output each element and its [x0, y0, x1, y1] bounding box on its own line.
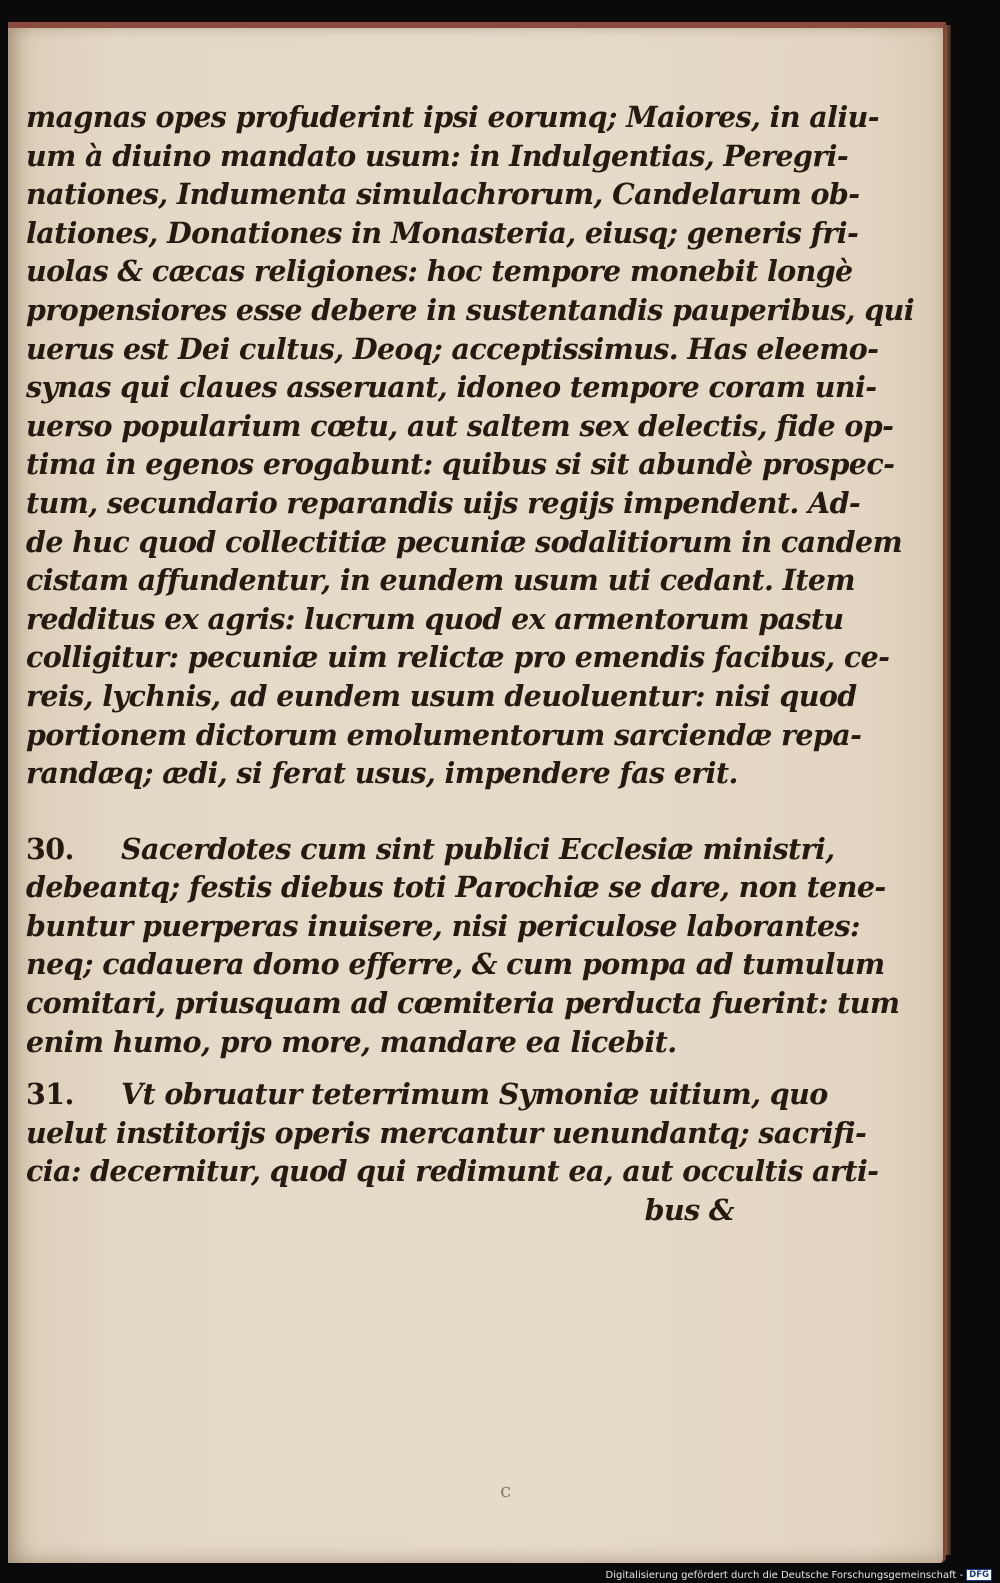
text-line: cia: decernitur, quod qui redimunt ea, aut occultis arti-	[26, 1154, 879, 1189]
text-line: cistam affundentur, in eundem usum uti cedant. Item	[26, 563, 855, 598]
paragraph-number: 31.	[26, 1077, 74, 1112]
text-line: magnas opes profuderint ipsi eorumq; Maiores, in aliu-	[26, 100, 879, 134]
page-edge	[945, 25, 951, 1555]
text-line: portionem dictorum emolumentorum sarciendæ repa-	[26, 717, 862, 752]
text-line: tima in egenos erogabunt: quibus si sit abundè prospec-	[26, 447, 895, 482]
text-line: enim humo, pro more, mandare ea licebit.	[26, 1024, 677, 1059]
paragraph-31-first-line	[26, 1075, 828, 1114]
text-line: nationes, Indumenta simulachrorum, Candelarum ob-	[26, 177, 860, 212]
text-line: synas qui claues asseruant, idoneo tempore coram uni-	[26, 370, 877, 405]
text-line: uelut institorijs operis mercantur uenundantq; sacrifi-	[26, 1115, 867, 1150]
paragraph-text: Vt obruatur teterrimum Symoniæ uitium, quo	[121, 1077, 828, 1112]
paragraph-gap	[26, 793, 736, 830]
text-line: reis, lychnis, ad eundem usum deuoluentur: nisi quod	[26, 678, 857, 713]
text-line: uerso popularium cœtu, aut saltem sex delectis, fide op-	[26, 408, 894, 443]
text-line: colligitur: pecuniæ uim relictæ pro emendis facibus, ce-	[26, 640, 890, 675]
text-line: lationes, Donationes in Monasteria, eiusq; generis fri-	[26, 215, 859, 250]
page-text	[26, 98, 915, 1230]
text-line: comitari, priusquam ad cœmiteria perducta fuerint: tum	[26, 986, 900, 1021]
dfg-logo-icon: DFG	[966, 1569, 992, 1581]
text-line: uolas & cæcas religiones: hoc tempore monebit longè	[26, 254, 853, 289]
text-line: de huc quod collectitiæ pecuniæ sodalitiorum in candem	[26, 524, 903, 559]
text-line: um à diuino mandato usum: in Indulgentias, Peregri-	[26, 138, 849, 173]
text-line: debeantq; festis diebus toti Parochiæ se dare, non tene-	[26, 870, 886, 905]
digitization-footer	[606, 1569, 992, 1581]
signature-mark: c	[500, 1478, 512, 1502]
paragraph-30-first-line	[26, 830, 835, 869]
book-page	[8, 22, 946, 1563]
text-line: buntur puerperas inuisere, nisi periculose laborantes:	[26, 908, 860, 943]
paragraph-number: 30.	[26, 831, 74, 866]
catchword: bus &	[644, 1193, 734, 1228]
text-line: propensiores esse debere in sustentandis pauperibus, qui	[26, 292, 915, 327]
text-line: randæq; ædi, si ferat usus, impendere fas erit.	[26, 756, 738, 791]
text-line: uerus est Dei cultus, Deoq; acceptissimus. Has eleemo-	[26, 331, 879, 366]
text-line: redditus ex agris: lucrum quod ex armentorum pastu	[26, 601, 844, 636]
paragraph-gap	[26, 1061, 736, 1075]
text-line: neq; cadauera domo efferre, & cum pompa ad tumulum	[26, 947, 885, 982]
footer-credit-text: Digitalisierung gefördert durch die Deutsche Forschungsgemeinschaft -	[605, 1569, 964, 1581]
paragraph-text: Sacerdotes cum sint publici Ecclesiæ ministri,	[121, 831, 835, 866]
text-line: tum, secundario reparandis uijs regijs impendent. Ad-	[26, 485, 861, 520]
